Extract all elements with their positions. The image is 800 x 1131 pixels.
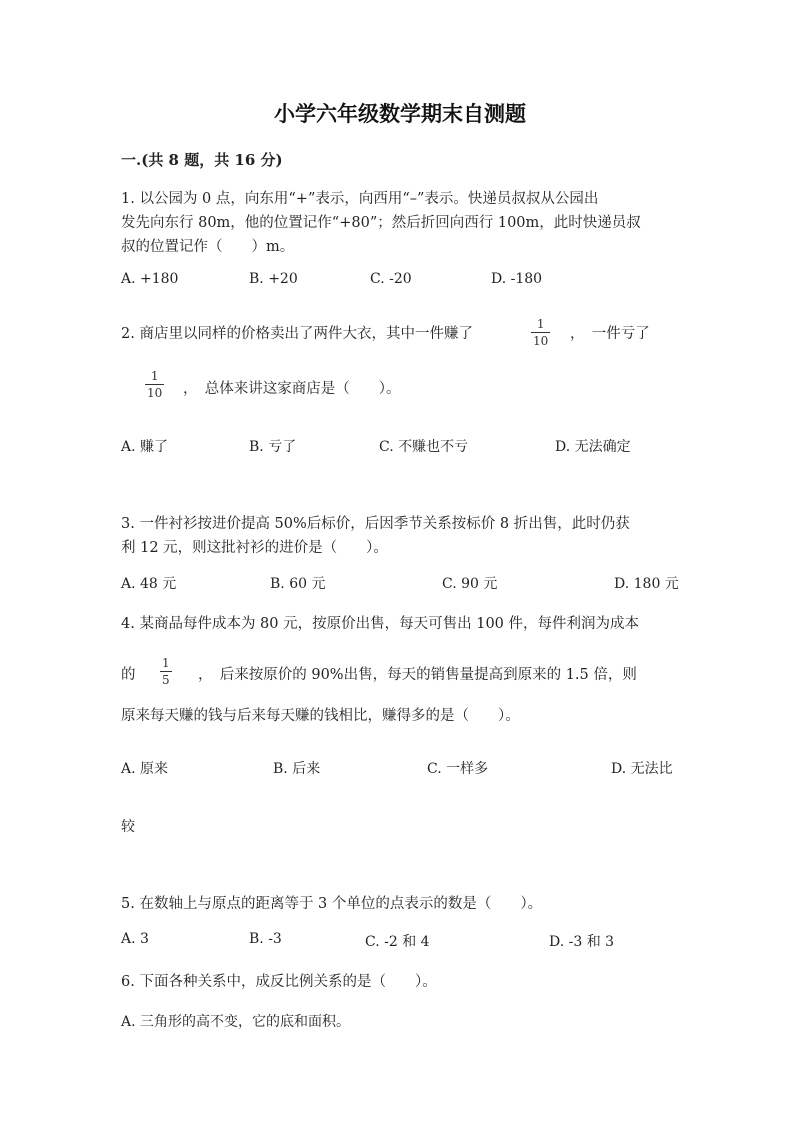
q5-option-c[interactable]: C. -2 和 4 [365,934,430,950]
q4-option-a[interactable]: A. 原来 [121,761,169,777]
q1-text-line-2: 发先向东行 80m，他的位置记作“+80”；然后折回向西行 100m，此时快递员叔 [121,215,641,231]
q5-option-a[interactable]: A. 3 [121,931,149,947]
q2-option-b[interactable]: B. 亏了 [249,439,297,455]
q1-option-a[interactable]: A. +180 [121,271,179,287]
q3-option-a[interactable]: A. 48 元 [121,576,177,592]
page-title: 小学六年级数学期末自测题 [274,101,526,126]
q4-option-d[interactable]: D. 无法比 [611,761,673,777]
q4-fraction-numerator: 1 [162,656,170,670]
q1-option-d[interactable]: D. -180 [491,271,543,287]
q4-text-part-a: 的 [121,667,136,683]
q2-text-part-1: 2. 商店里以同样的价格卖出了两件大衣，其中一件赚了 [121,326,473,342]
q2-fraction-1 [531,318,550,347]
q4-text-line-3: 原来每天赚的钱与后来每天赚的钱相比，赚得多的是（ ）。 [121,708,520,724]
q2-option-c[interactable]: C. 不赚也不亏 [379,439,469,455]
q4-option-d-wrap: 较 [121,819,135,835]
q4-fraction [160,657,172,686]
q4-fraction-denominator: 5 [162,673,170,687]
q1-text-line-1: 1. 以公园为 0 点，向东用“+”表示，向西用“–”表示。快递员叔叔从公园出 [121,191,599,207]
q3-text-line-2: 利 12 元，则这批衬衫的进价是（ ）。 [121,540,388,556]
q6-text-line-1: 6. 下面各种关系中，成反比例关系的是（ ）。 [121,974,437,990]
q4-option-c[interactable]: C. 一样多 [427,761,489,777]
section-heading: 一.(共 8 题，共 16 分) [121,151,283,169]
q1-text-line-3: 叔的位置记作（ ）m。 [121,239,295,255]
q3-option-b[interactable]: B. 60 元 [270,576,326,592]
q1-option-c[interactable]: C. -20 [370,271,412,287]
q4-text-part-b: ， 后来按原价的 90%出售，每天的销售量提高到原来的 1.5 倍，则 [198,667,637,683]
q5-option-b[interactable]: B. -3 [249,931,282,947]
q3-text-line-1: 3. 一件衬衫按进价提高 50%后标价，后因季节关系按标价 8 折出售，此时仍获 [121,516,630,532]
q6-option-a[interactable]: A. 三角形的高不变，它的底和面积。 [121,1014,351,1030]
q2-fraction-1-numerator: 1 [536,317,545,331]
q4-text-line-1: 4. 某商品每件成本为 80 元，按原价出售，每天可售出 100 件，每件利润为成本 [121,616,640,632]
q4-option-b[interactable]: B. 后来 [273,761,321,777]
q2-option-d[interactable]: D. 无法确定 [555,439,631,455]
q5-text-line-1: 5. 在数轴上与原点的距离等于 3 个单位的点表示的数是（ ）。 [121,896,543,912]
q5-option-d[interactable]: D. -3 和 3 [549,934,615,950]
q2-text-part-2: ， 一件亏了 [570,326,650,342]
q3-option-d[interactable]: D. 180 元 [614,576,679,592]
q2-fraction-2 [145,370,164,399]
q3-option-c[interactable]: C. 90 元 [442,576,498,592]
q2-fraction-1-denominator: 10 [533,334,549,348]
q2-option-a[interactable]: A. 赚了 [121,439,169,455]
q1-option-b[interactable]: B. +20 [249,271,298,287]
q2-text-part-3: ， 总体来讲这家商店是（ ）。 [183,381,401,397]
q2-fraction-2-numerator: 1 [150,369,159,383]
q2-fraction-2-denominator: 10 [147,386,163,400]
